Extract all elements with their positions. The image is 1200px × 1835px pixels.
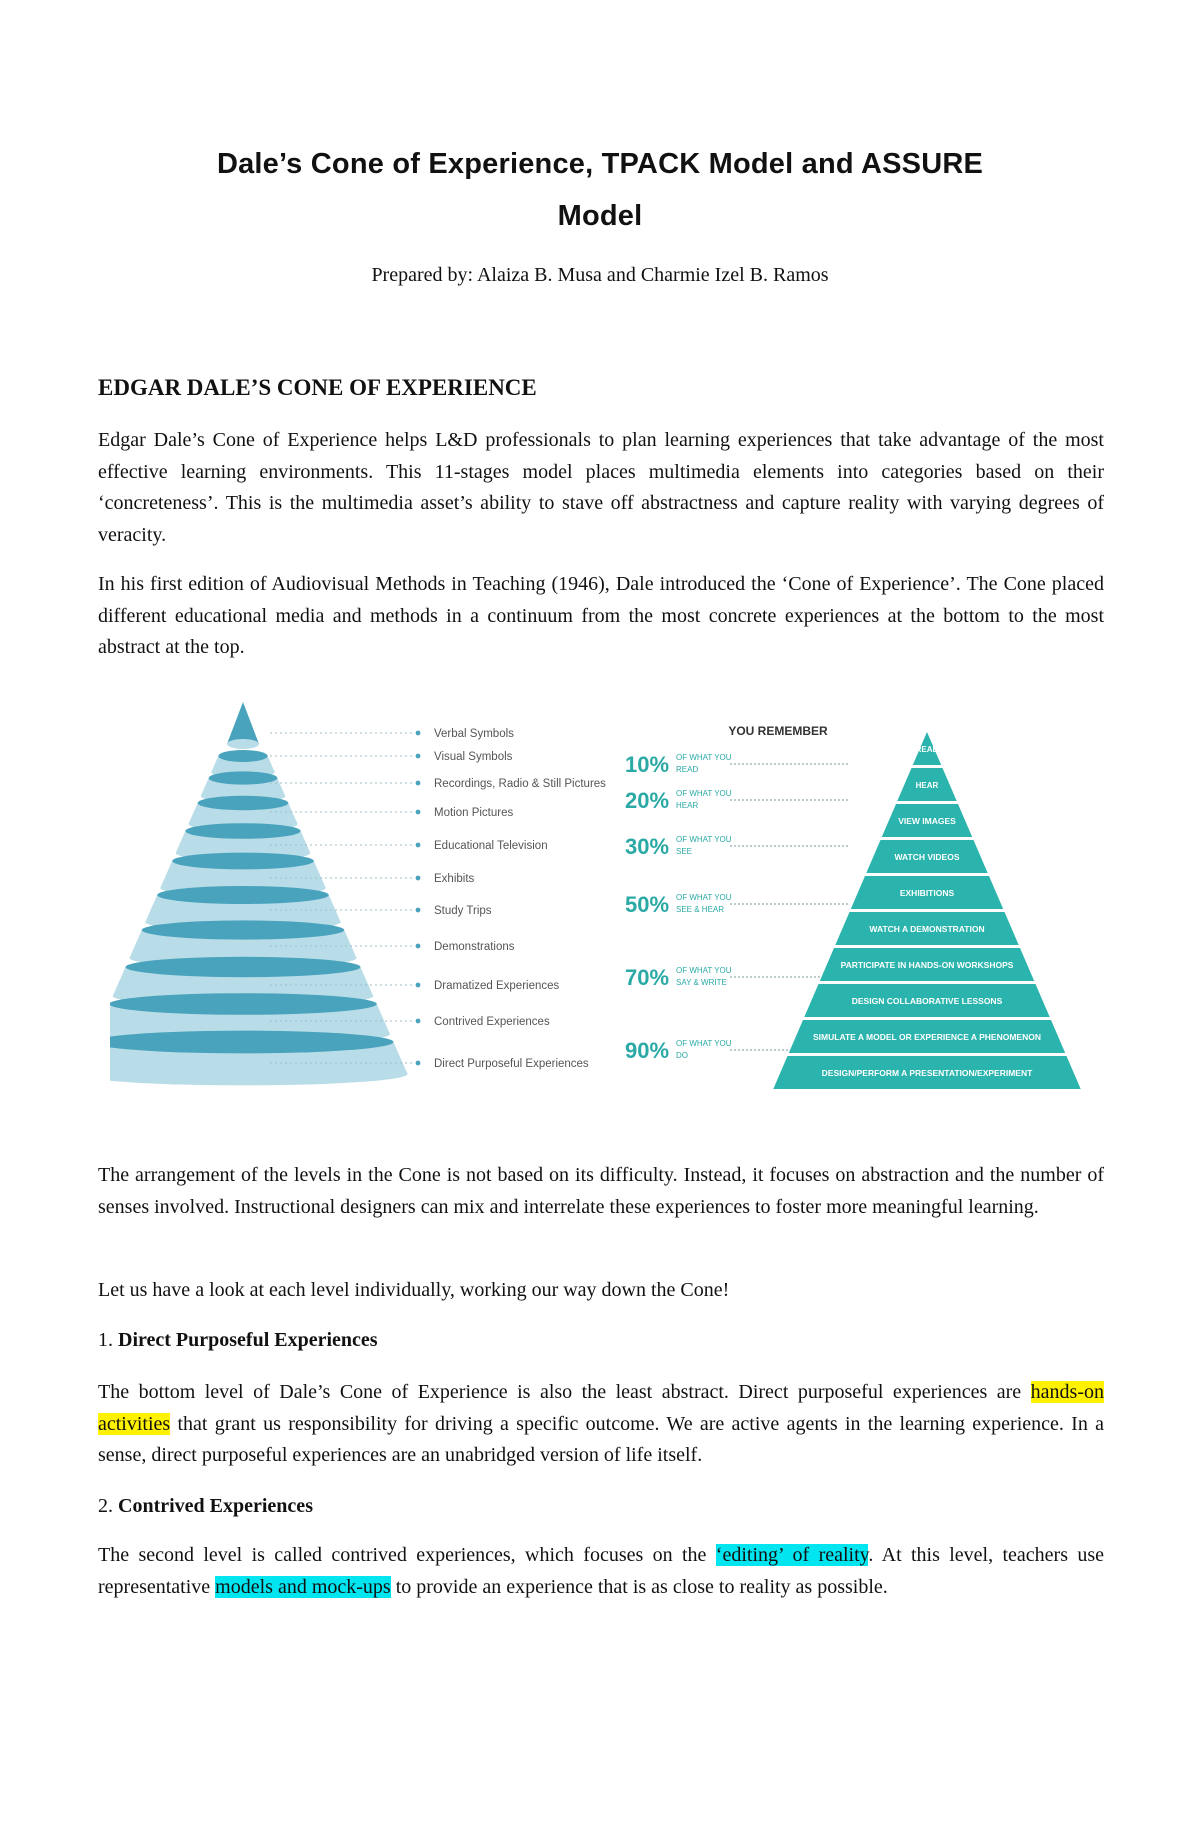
paragraph-intro: Edgar Dale’s Cone of Experience helps L&D professionals to plan learning experiences that take advantage of the most effective learning environments. This 11-stages model places multimedia elements into categories based on their ‘concreteness’. This is the multimedia asset’s ability to stave off abstractness and capture reality with varying degrees of veracity.	[98, 429, 1104, 546]
level-1-number: 1.	[98, 1329, 113, 1351]
remember-line2: SEE & HEAR	[676, 905, 725, 914]
cone-label: Contrived Experiences	[434, 1016, 550, 1028]
remember-percent: 30%	[625, 834, 670, 859]
cone-label: Direct Purposeful Experiences	[434, 1058, 589, 1070]
cone-label: Demonstrations	[434, 941, 515, 953]
paragraph-arrangement: The arrangement of the levels in the Cone is not based on its difficulty. Instead, it focuses on abstraction and the number of senses involved. Instructional designers can mix and interrelate these experiences to foster more meaningful learning.	[98, 1164, 1104, 1218]
level-2-text-b: . At this level, teachers use representative	[98, 1544, 1105, 1598]
section-heading: EDGAR DALE’S CONE OF EXPERIENCE	[98, 375, 537, 400]
level-2-paragraph	[98, 1540, 1104, 1603]
remember-line1: OF WHAT YOU	[676, 1039, 732, 1048]
cone-label: Verbal Symbols	[434, 728, 514, 740]
cone-of-experience-figure	[110, 690, 1100, 1120]
level-2-number: 2.	[98, 1495, 113, 1517]
pyramid-label: SIMULATE A MODEL OR EXPERIENCE A PHENOMENON	[813, 1032, 1041, 1042]
remember-percent: 20%	[625, 788, 670, 813]
remember-line1: OF WHAT YOU	[676, 893, 732, 902]
cone-label: Exhibits	[434, 873, 475, 885]
pyramid-label: DESIGN COLLABORATIVE LESSONS	[851, 996, 1003, 1006]
remember-line2: SEE	[676, 847, 693, 856]
highlight-hands-on: hands-on activities	[98, 1381, 1104, 1435]
highlight-models-mockups: models and mock-ups	[215, 1575, 391, 1598]
pyramid-label: DESIGN/PERFORM A PRESENTATION/EXPERIMENT	[821, 1068, 1033, 1078]
pyramid-label: READ	[915, 745, 939, 754]
level-2-text-a: The second level is called contrived experiences, which focuses on the	[98, 1544, 716, 1566]
paragraph-history: In his first edition of Audiovisual Methods in Teaching (1946), Dale introduced the ‘Cone of Experience’. The Cone placed different educational media and methods in a continuum from the most concrete experiences at the bottom to the most abstract at the top.	[98, 573, 1104, 658]
pyramid-label: WATCH VIDEOS	[894, 852, 960, 862]
cone-label: Motion Pictures	[434, 807, 514, 819]
pyramid-label: EXHIBITIONS	[899, 888, 955, 898]
remember-percent: 10%	[625, 752, 670, 777]
level-2-title: Contrived Experiences	[118, 1495, 313, 1517]
level-1-heading	[98, 1325, 1104, 1357]
pyramid-label: HEAR	[915, 781, 939, 790]
level-1-paragraph	[98, 1377, 1104, 1472]
level-1-title: Direct Purposeful Experiences	[118, 1329, 378, 1351]
remember-percent: 90%	[625, 1038, 670, 1063]
level-1-text-b: that grant us responsibility for driving a specific outcome. We are active agents in the learning experience. In a sense, direct purposeful experiences are an unabridged version of life itself.	[98, 1412, 1104, 1466]
remember-line1: OF WHAT YOU	[676, 753, 732, 762]
learning-pyramid	[773, 732, 1080, 1089]
remember-line1: OF WHAT YOU	[676, 835, 732, 844]
title-line-2: Model	[557, 200, 643, 232]
cone-diagram	[110, 702, 408, 1085]
title-line-1: Dale’s Cone of Experience, TPACK Model and ASSURE	[216, 148, 984, 180]
cone-label: Study Trips	[434, 905, 492, 917]
remember-percent: 70%	[625, 965, 670, 990]
remember-line1: OF WHAT YOU	[676, 789, 732, 798]
pyramid-label: WATCH A DEMONSTRATION	[869, 924, 985, 934]
level-1-text-a: The bottom level of Dale’s Cone of Experience is also the least abstract. Direct purposeful experiences are	[98, 1381, 1031, 1403]
document-title	[100, 138, 1100, 242]
cone-label: Dramatized Experiences	[434, 980, 560, 992]
remember-line2: DO	[676, 1051, 688, 1060]
cone-tip	[227, 702, 259, 744]
remember-line1: OF WHAT YOU	[676, 966, 732, 975]
level-2-heading	[98, 1491, 1104, 1523]
prepared-by: Prepared by: Alaiza B. Musa and Charmie Izel B. Ramos	[371, 264, 829, 286]
level-2-text-c: to provide an experience that is as close to reality as possible.	[390, 1575, 888, 1598]
remember-line2: HEAR	[676, 801, 699, 810]
pyramid-label: PARTICIPATE IN HANDS-ON WORKSHOPS	[840, 960, 1014, 970]
remember-line2: READ	[676, 765, 699, 774]
cone-label: Visual Symbols	[434, 751, 513, 763]
cone-label: Recordings, Radio & Still Pictures	[434, 778, 606, 790]
paragraph-lookahead: Let us have a look at each level individually, working our way down the Cone!	[98, 1279, 730, 1301]
you-remember-heading: YOU REMEMBER	[728, 724, 828, 738]
highlight-editing-reality: ‘editing’ of reality	[715, 1544, 869, 1566]
pyramid-label: VIEW IMAGES	[898, 816, 956, 826]
cone-label: Educational Television	[434, 840, 548, 852]
remember-line2: SAY & WRITE	[676, 978, 727, 987]
remember-percent: 50%	[625, 892, 670, 917]
